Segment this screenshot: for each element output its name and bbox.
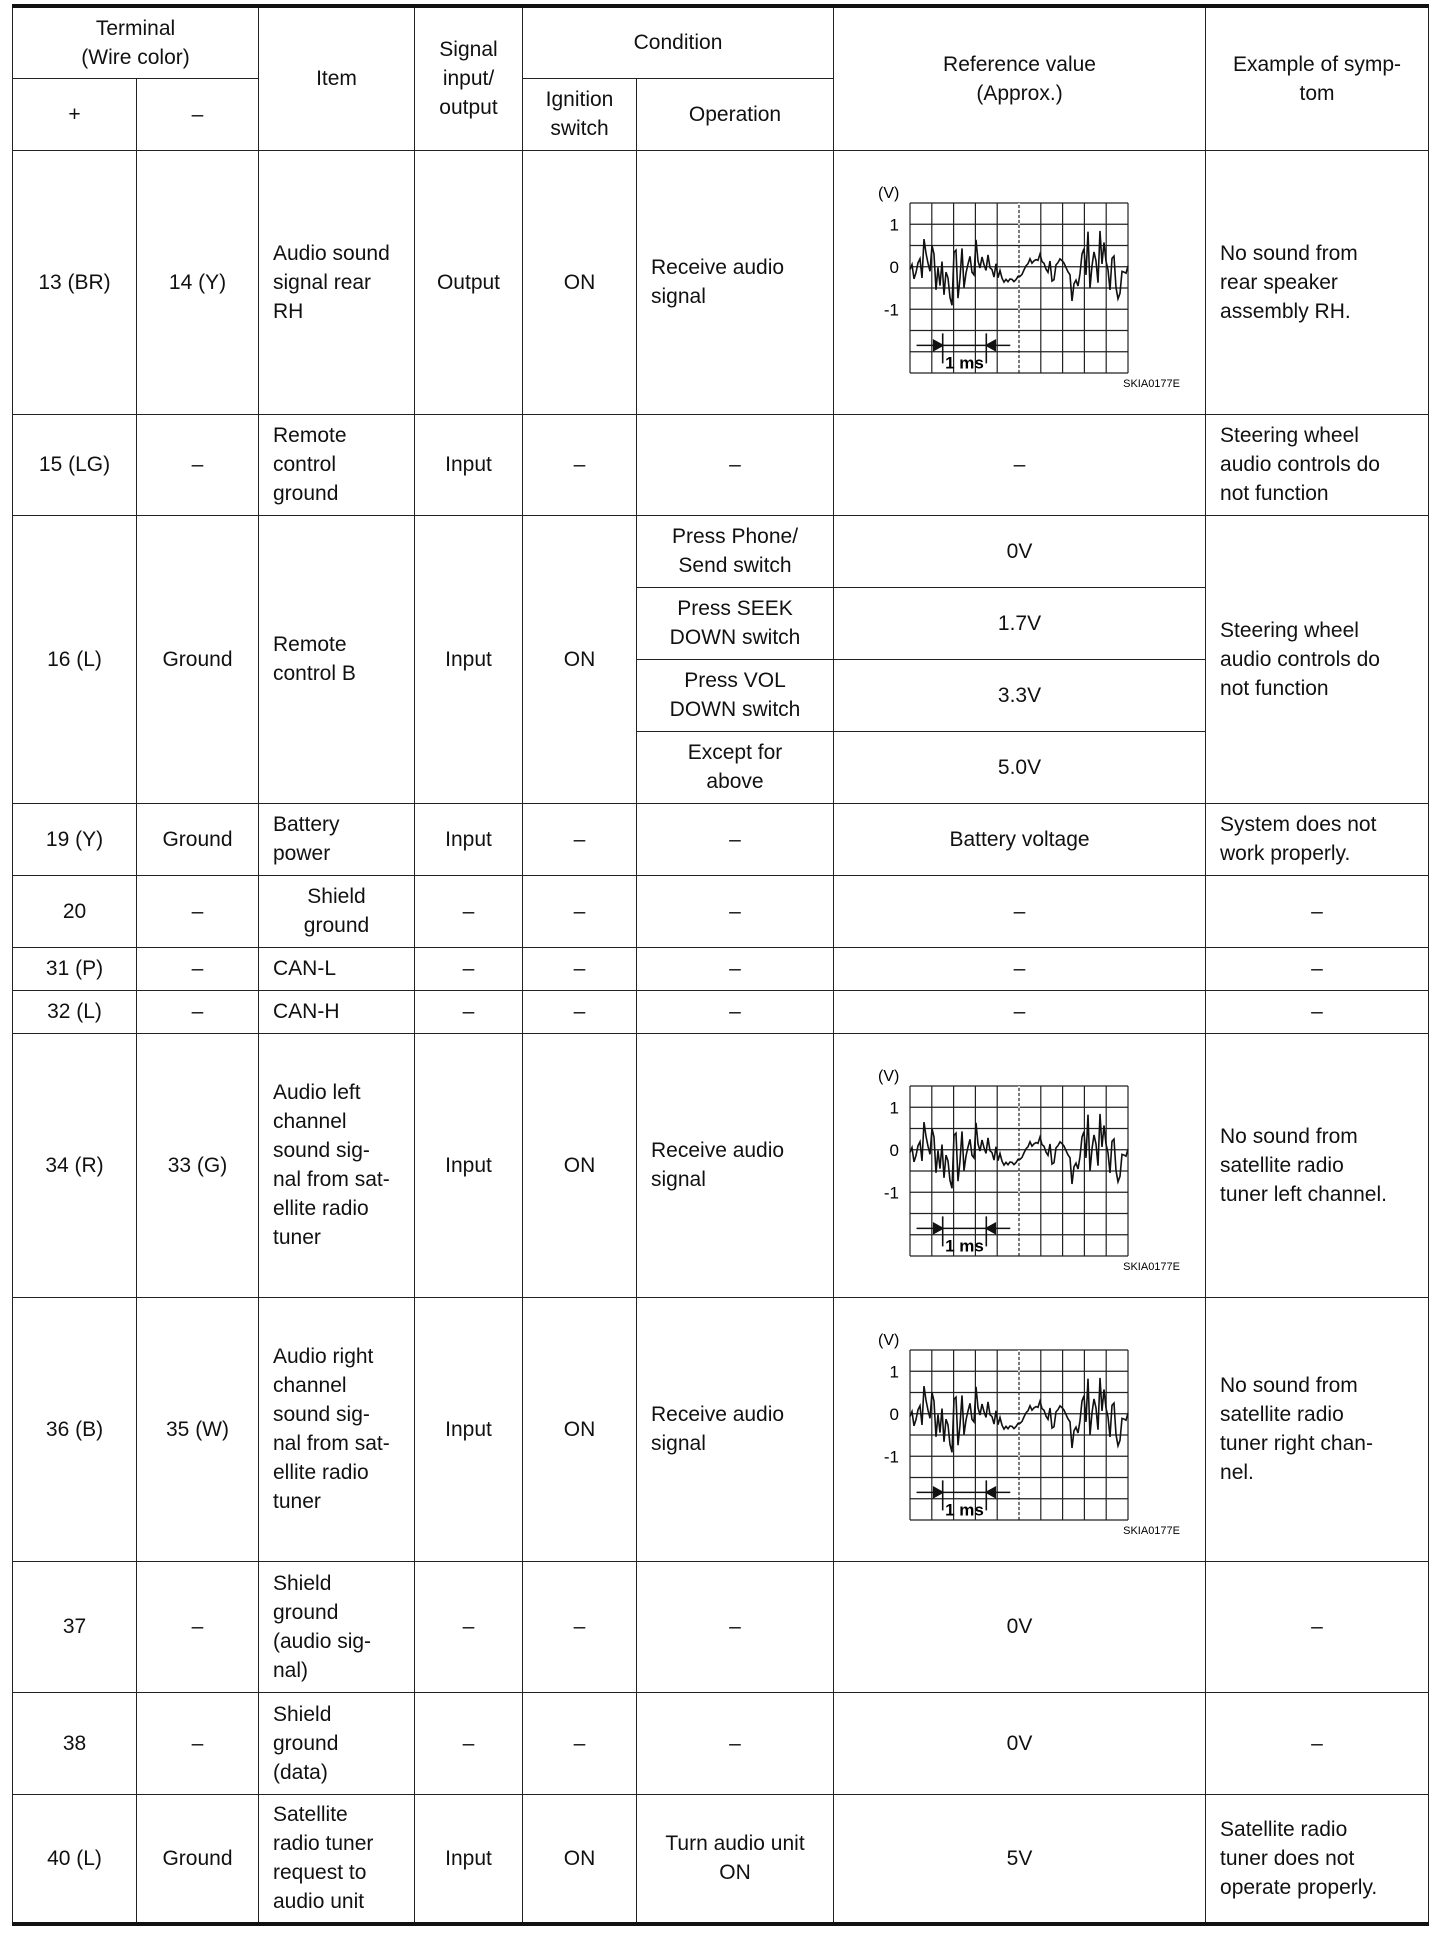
header-condition: Condition	[523, 6, 834, 78]
terminal-plus: 36 (B)	[13, 1297, 137, 1561]
symptom-cell: No sound from rear speaker assembly RH.	[1206, 150, 1429, 414]
symptom-cell: System does not work properly.	[1206, 803, 1429, 875]
reference-cell: –	[834, 947, 1206, 990]
reference-cell: 5.0V	[834, 731, 1206, 803]
header-ignition: Ignition switch	[523, 78, 637, 150]
signal-cell: Input	[415, 1297, 523, 1561]
table-row	[13, 1297, 1429, 1561]
terminal-minus: 14 (Y)	[137, 150, 259, 414]
terminal-plus: 31 (P)	[13, 947, 137, 990]
terminal-minus: –	[137, 875, 259, 947]
terminal-plus: 32 (L)	[13, 990, 137, 1033]
terminal-minus: Ground	[137, 1794, 259, 1924]
scope-y-label: 1	[889, 214, 899, 234]
reference-cell: 0V	[834, 1561, 1206, 1692]
header-item: Item	[259, 6, 415, 150]
terminal-minus: –	[137, 414, 259, 515]
signal-cell: –	[415, 1561, 523, 1692]
symptom-cell: No sound from satellite radio tuner left channel.	[1206, 1033, 1429, 1297]
symptom-cell: –	[1206, 1692, 1429, 1794]
reference-cell: 1.7V	[834, 587, 1206, 659]
item-cell: Shield ground (data)	[259, 1692, 415, 1794]
ignition-cell: ON	[523, 1297, 637, 1561]
scope-y-label: 0	[889, 1404, 899, 1424]
signal-cell: –	[415, 947, 523, 990]
terminal-plus: 38	[13, 1692, 137, 1794]
symptom-cell: Steering wheel audio controls do not function	[1206, 515, 1429, 803]
symptom-cell: Steering wheel audio controls do not function	[1206, 414, 1429, 515]
oscilloscope-graph	[855, 1058, 1185, 1273]
operation-cell: –	[637, 947, 834, 990]
item-cell: Battery power	[259, 803, 415, 875]
table-row	[13, 150, 1429, 414]
terminal-minus: –	[137, 1561, 259, 1692]
ignition-cell: –	[523, 803, 637, 875]
symptom-cell: –	[1206, 990, 1429, 1033]
table-row	[13, 990, 1429, 1033]
ignition-cell: –	[523, 875, 637, 947]
reference-cell: –	[834, 875, 1206, 947]
operation-cell: Except for above	[637, 731, 834, 803]
table-row	[13, 414, 1429, 515]
item-cell: Remote control B	[259, 515, 415, 803]
terminal-plus: 40 (L)	[13, 1794, 137, 1924]
ignition-cell: ON	[523, 1794, 637, 1924]
table-row	[13, 947, 1429, 990]
operation-cell: Press SEEK DOWN switch	[637, 587, 834, 659]
signal-cell: –	[415, 875, 523, 947]
scope-y-label: -1	[883, 1446, 899, 1466]
terminal-minus: –	[137, 947, 259, 990]
item-cell: Audio sound signal rear RH	[259, 150, 415, 414]
reference-cell: Battery voltage	[834, 803, 1206, 875]
figure-id: SKIA0177E	[1122, 1524, 1180, 1537]
symptom-cell: No sound from satellite radio tuner right chan- nel.	[1206, 1297, 1429, 1561]
item-cell: CAN-L	[259, 947, 415, 990]
reference-cell: 0V	[834, 1692, 1206, 1794]
terminal-plus: 15 (LG)	[13, 414, 137, 515]
operation-cell: –	[637, 414, 834, 515]
scope-y-label: -1	[883, 299, 899, 319]
item-cell: Shield ground (audio sig- nal)	[259, 1561, 415, 1692]
reference-cell	[834, 150, 1206, 414]
scope-y-label: 1	[889, 1097, 899, 1117]
symptom-cell: –	[1206, 1561, 1429, 1692]
symptom-cell: –	[1206, 875, 1429, 947]
signal-cell: –	[415, 990, 523, 1033]
signal-cell: Input	[415, 515, 523, 803]
header-terminal: Terminal (Wire color)	[13, 6, 259, 78]
figure-id: SKIA0177E	[1122, 377, 1180, 390]
scope-time-label: 1 ms	[944, 1235, 984, 1255]
ignition-cell: –	[523, 1561, 637, 1692]
scope-y-label: 0	[889, 1140, 899, 1160]
operation-cell: –	[637, 1692, 834, 1794]
item-cell: Satellite radio tuner request to audio unit	[259, 1794, 415, 1924]
ignition-cell: –	[523, 990, 637, 1033]
table-row	[13, 515, 1429, 587]
scope-y-label: 1	[889, 1361, 899, 1381]
scope-time-label: 1 ms	[944, 1499, 984, 1519]
oscilloscope-figure	[842, 175, 1197, 390]
item-cell: Shield ground	[259, 875, 415, 947]
terminal-plus: 19 (Y)	[13, 803, 137, 875]
header-signal: Signal input/ output	[415, 6, 523, 150]
operation-cell: –	[637, 990, 834, 1033]
reference-cell: 0V	[834, 515, 1206, 587]
signal-cell: Output	[415, 150, 523, 414]
signal-cell: –	[415, 1692, 523, 1794]
operation-cell: –	[637, 1561, 834, 1692]
oscilloscope-figure	[842, 1322, 1197, 1537]
signal-cell: Input	[415, 1033, 523, 1297]
header-symptom: Example of symp- tom	[1206, 6, 1429, 150]
table-row	[13, 1561, 1429, 1692]
scope-time-label: 1 ms	[944, 352, 984, 372]
scope-y-label: -1	[883, 1182, 899, 1202]
ignition-cell: –	[523, 947, 637, 990]
terminal-minus: 33 (G)	[137, 1033, 259, 1297]
figure-id: SKIA0177E	[1122, 1260, 1180, 1273]
oscilloscope-figure	[842, 1058, 1197, 1273]
scope-unit-label: (V)	[877, 1067, 899, 1085]
item-cell: CAN-H	[259, 990, 415, 1033]
operation-cell: Press VOL DOWN switch	[637, 659, 834, 731]
terminal-plus: 16 (L)	[13, 515, 137, 803]
reference-cell	[834, 1297, 1206, 1561]
item-cell: Audio left channel sound sig- nal from sat- ellite radio tuner	[259, 1033, 415, 1297]
operation-cell: Press Phone/ Send switch	[637, 515, 834, 587]
ignition-cell: –	[523, 414, 637, 515]
ignition-cell: ON	[523, 150, 637, 414]
signal-cell: Input	[415, 803, 523, 875]
table-row	[13, 803, 1429, 875]
terminal-plus: 37	[13, 1561, 137, 1692]
header-plus: +	[13, 78, 137, 150]
operation-cell: Turn audio unit ON	[637, 1794, 834, 1924]
terminal-minus: Ground	[137, 515, 259, 803]
terminal-plus: 34 (R)	[13, 1033, 137, 1297]
table-row	[13, 875, 1429, 947]
operation-cell: Receive audio signal	[637, 1297, 834, 1561]
table-row	[13, 1692, 1429, 1794]
terminal-reference-table	[12, 4, 1429, 1926]
reference-cell: 5V	[834, 1794, 1206, 1924]
scope-unit-label: (V)	[877, 1331, 899, 1349]
reference-cell	[834, 1033, 1206, 1297]
signal-cell: Input	[415, 414, 523, 515]
table-row	[13, 1033, 1429, 1297]
scope-y-label: 0	[889, 257, 899, 277]
terminal-minus: –	[137, 1692, 259, 1794]
reference-cell: –	[834, 990, 1206, 1033]
operation-cell: –	[637, 875, 834, 947]
ignition-cell: –	[523, 1692, 637, 1794]
symptom-cell: –	[1206, 947, 1429, 990]
oscilloscope-graph	[855, 175, 1185, 390]
operation-cell: –	[637, 803, 834, 875]
operation-cell: Receive audio signal	[637, 1033, 834, 1297]
scope-unit-label: (V)	[877, 184, 899, 202]
terminal-plus: 20	[13, 875, 137, 947]
oscilloscope-graph	[855, 1322, 1185, 1537]
symptom-cell: Satellite radio tuner does not operate properly.	[1206, 1794, 1429, 1924]
table-row	[13, 1794, 1429, 1924]
reference-cell: –	[834, 414, 1206, 515]
ignition-cell: ON	[523, 515, 637, 803]
header-operation: Operation	[637, 78, 834, 150]
item-cell: Remote control ground	[259, 414, 415, 515]
signal-cell: Input	[415, 1794, 523, 1924]
reference-cell: 3.3V	[834, 659, 1206, 731]
terminal-minus: 35 (W)	[137, 1297, 259, 1561]
terminal-minus: –	[137, 990, 259, 1033]
header-reference: Reference value (Approx.)	[834, 6, 1206, 150]
ignition-cell: ON	[523, 1033, 637, 1297]
terminal-plus: 13 (BR)	[13, 150, 137, 414]
operation-cell: Receive audio signal	[637, 150, 834, 414]
terminal-minus: Ground	[137, 803, 259, 875]
header-minus: –	[137, 78, 259, 150]
item-cell: Audio right channel sound sig- nal from sat- ellite radio tuner	[259, 1297, 415, 1561]
